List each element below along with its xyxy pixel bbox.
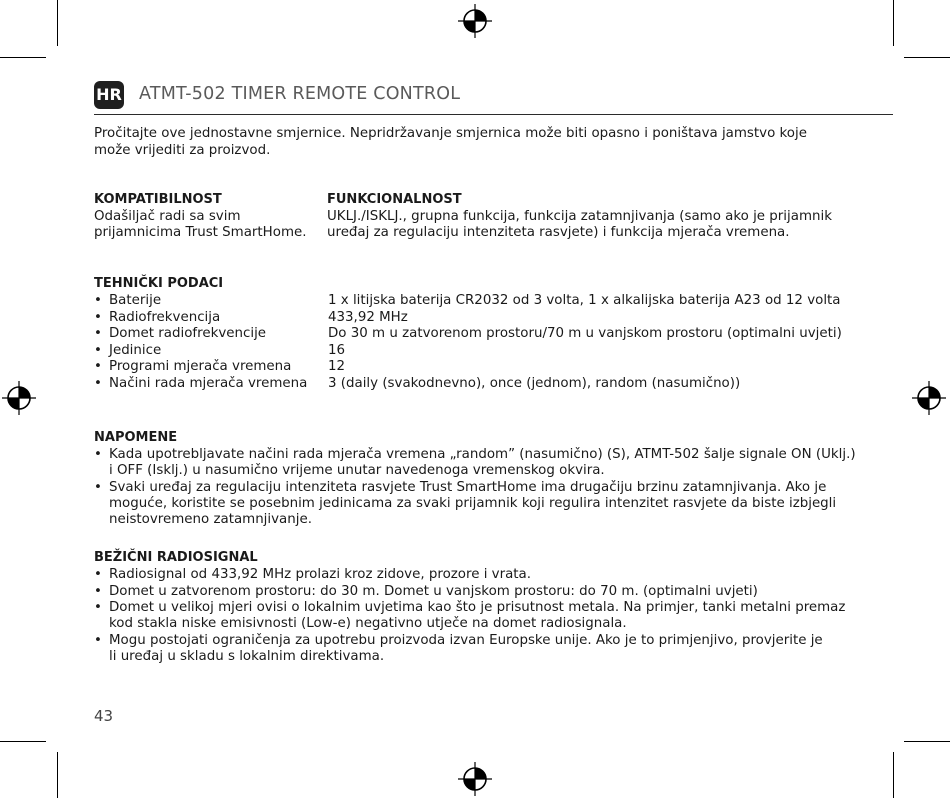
spec-row	[94, 359, 346, 375]
compatibility-section	[94, 192, 306, 242]
spec-row	[94, 326, 842, 342]
bullet: •	[94, 359, 102, 374]
compatibility-heading: KOMPATIBILNOST	[94, 192, 222, 207]
spec-label: Baterije	[109, 293, 162, 308]
specs-heading: TEHNIČKI PODACI	[94, 276, 224, 291]
functionality-line: UKLJ./ISKLJ., grupna funkcija, funkcija zatamnjivanja (samo ako je prijamnik	[327, 208, 832, 224]
compatibility-line: prijamnicima Trust SmartHome.	[94, 225, 307, 241]
compatibility-line: Odašiljač radi sa svim	[94, 208, 241, 224]
list-item-line: Svaki uređaj za regulaciju intenziteta rasvjete Trust SmartHome ima drugačiju brzinu zatamnjivanja. Ako je	[109, 479, 827, 495]
list-item-line: Radiosignal od 433,92 MHz prolazi kroz zidove, prozore i vrata.	[109, 567, 532, 582]
spec-value: 1 x litijska baterija CR2032 od 3 volta, 1 x alkalijska baterija A23 od 12 volta	[328, 293, 841, 308]
list-item-line: neistovremeno zatamnjivanje.	[109, 512, 312, 528]
list-item-line: moguće, koristite se posebnim jedinicama za svaki prijamnik koji regulira intenzitet rasvjete da biste izbjegli	[109, 495, 837, 511]
list-item-line: i OFF (Isklj.) u nasumično vrijeme unutar navedenoga vremenskog okvira.	[109, 463, 605, 479]
intro-paragraph	[94, 126, 807, 159]
registration-mark-icon	[458, 4, 492, 38]
list-item-line: li uređaj u skladu s lokalnim direktivama.	[109, 648, 385, 664]
document-title: ATMT-502 TIMER REMOTE CONTROL	[139, 84, 461, 104]
spec-label: Jedinice	[109, 342, 162, 358]
spec-value: 16	[328, 342, 346, 358]
registration-mark-icon	[458, 762, 492, 796]
list-item-line: kod stakla niske emisivnosti (Low-e) negativno utječe na domet radiosignala.	[109, 616, 627, 632]
spec-label: Programi mjerača vremena	[109, 359, 292, 374]
header-divider	[94, 114, 893, 115]
intro-line: može vrijediti za proizvod.	[94, 142, 271, 158]
spec-row	[94, 293, 841, 309]
list-item-line: Domet u velikoj mjeri ovisi o lokalnim uvjetima kao što je prisutnost metala. Na primjer, tanki metalni premaz	[109, 600, 846, 615]
bullet: •	[94, 375, 102, 391]
list-item-line: Mogu postojati ograničenja za upotrebu proizvoda izvan Europske unije. Ako je to primjenjivo, provjerite je	[109, 632, 823, 648]
spec-value: 3 (daily (svakodnevno), once (jednom), random (nasumično))	[328, 375, 741, 391]
list-item-line: Domet u zatvorenom prostoru: do 30 m. Domet u vanjskom prostoru: do 70 m. (optimalni uvjeti)	[109, 583, 758, 599]
wireless-heading: BEŽIČNI RADIOSIGNAL	[94, 550, 258, 565]
notes-heading: NAPOMENE	[94, 430, 178, 445]
functionality-section	[327, 192, 832, 242]
language-badge: HR	[94, 81, 124, 109]
page-number: 43	[94, 707, 114, 725]
bullet: •	[94, 600, 102, 615]
spec-label: Načini rada mjerača vremena	[109, 375, 308, 391]
bullet: •	[94, 567, 102, 582]
bullet: •	[94, 342, 102, 358]
registration-mark-icon	[2, 381, 36, 415]
bullet: •	[94, 293, 102, 308]
registration-mark-icon	[912, 381, 946, 415]
bullet: •	[94, 583, 102, 599]
bullet: •	[94, 632, 102, 648]
bullet: •	[94, 326, 102, 341]
spec-row	[94, 342, 346, 359]
spec-value: Do 30 m u zatvorenom prostoru/70 m u vanjskom prostoru (optimalni uvjeti)	[328, 326, 842, 341]
intro-line: Pročitajte ove jednostavne smjernice. Nepridržavanje smjernica može biti opasno i poništava jamstvo koje	[94, 126, 807, 141]
spec-row	[94, 375, 741, 392]
functionality-heading: FUNKCIONALNOST	[327, 192, 462, 207]
spec-value: 12	[328, 359, 346, 374]
spec-label: Domet radiofrekvencije	[109, 326, 267, 341]
spec-row	[94, 309, 408, 326]
functionality-line: uređaj za regulaciju intenziteta rasvjete) i funkcija mjerača vremena.	[327, 225, 790, 241]
bullet: •	[94, 309, 102, 325]
spec-value: 433,92 MHz	[328, 309, 408, 325]
bullet: •	[94, 479, 102, 495]
list-item-line: Kada upotrebljavate načini rada mjerača vremena „random” (nasumično) (S), ATMT-502 šalje signale ON (Uklj.)	[109, 447, 856, 462]
bullet: •	[94, 447, 102, 462]
spec-label: Radiofrekvencija	[109, 309, 221, 325]
